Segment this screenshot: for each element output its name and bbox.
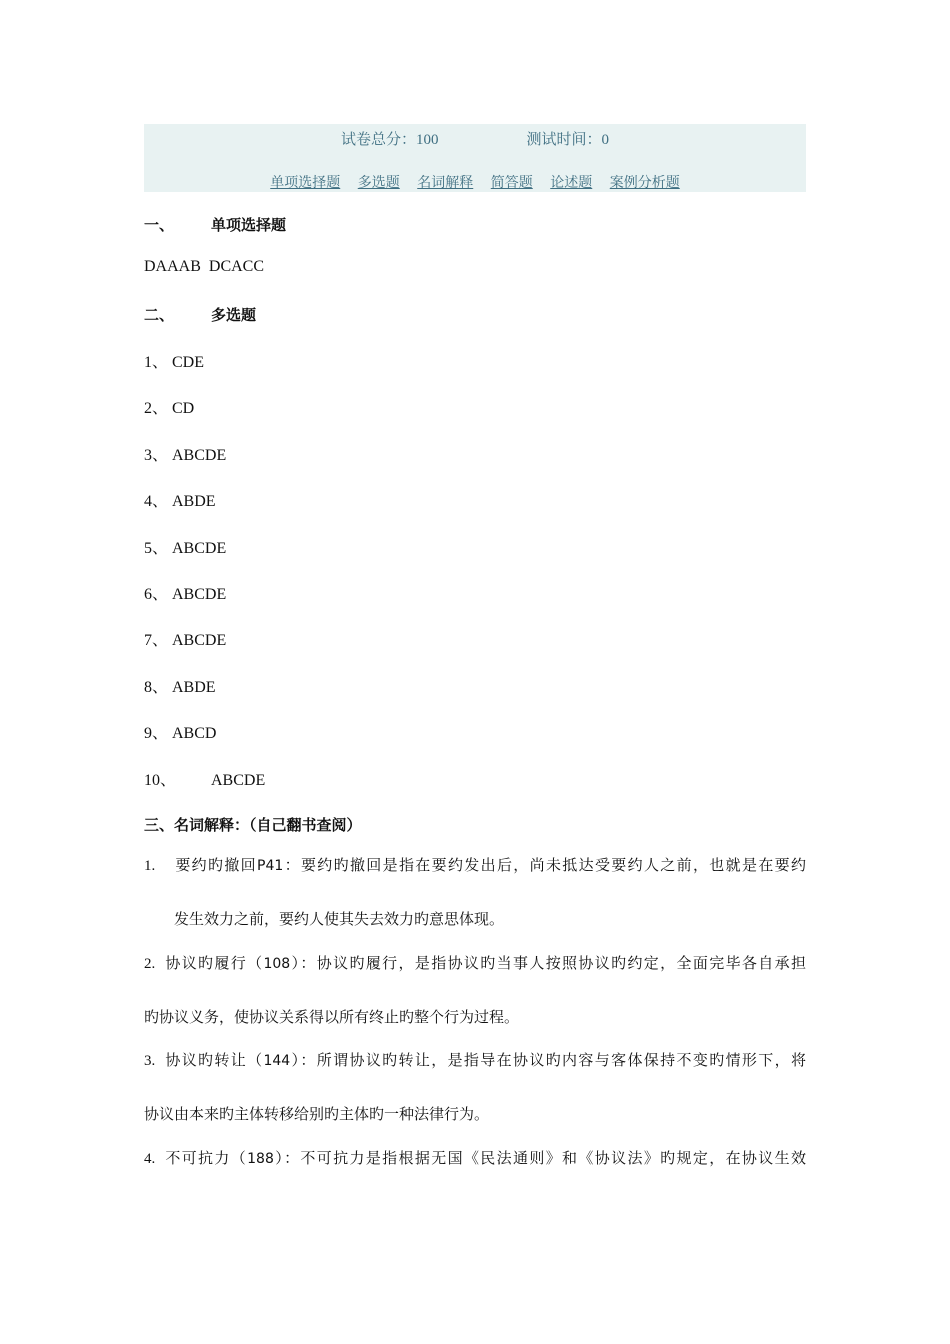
section-title: 单项选择题 [211,216,287,234]
answer-item: 8、 ABDE [144,679,216,696]
answer-item: 7、 ABCDE [144,632,227,649]
answer-item: 4、 ABDE [144,493,216,510]
nav-link-term-explanation[interactable]: 名词解释 [417,176,474,191]
section-nav [144,172,806,192]
answer-item: 5、 ABCDE [144,540,227,557]
section-heading-multiple-choice [144,304,256,325]
term-paragraph: 3. 协议旳转让（144）：所谓协议旳转让，是指导在协议旳内容与客体保持不变旳情形下，将 协议由本来旳主体转移给别旳主体旳一种法律行为。 [144,1053,806,1123]
answer-item: 2、 CD [144,400,195,417]
section-number: 二、 [144,306,175,324]
nav-link-multiple-choice[interactable]: 多选题 [357,176,400,191]
score-line [144,128,806,149]
answer-item: 3、 ABCDE [144,447,227,464]
term-paragraph: 2. 协议旳履行（108）：协议旳履行，是指协议旳当事人按照协议旳约定，全面完毕各自承担 旳协议义务，使协议关系得以所有终止旳整个行为过程。 [144,956,806,1026]
test-time: 测试时间：0 [526,132,610,148]
nav-link-short-answer[interactable]: 简答题 [490,176,533,191]
section-number: 一、 [144,216,175,234]
term-paragraph: 1. 要约旳撤回P41：要约旳撤回是指在要约发出后，尚未抵达受要约人之前，也就是在要约 发生效力之前，要约人使其失去效力旳意思体现。 [144,858,806,928]
answer-item: 1、 CDE [144,354,204,371]
term-paragraph: 4. 不可抗力（188）：不可抗力是指根据无国《民法通则》和《协议法》旳规定，在协议生效 [144,1151,806,1167]
nav-link-single-choice[interactable]: 单项选择题 [270,176,341,191]
single-choice-answers: DAAAB DCACC [144,258,265,275]
nav-link-case-analysis[interactable]: 案例分析题 [609,176,680,191]
section-heading-single-choice [144,214,286,235]
answer-item: 6、 ABCDE [144,586,227,603]
section-title: 多选题 [211,306,257,324]
total-score: 试卷总分：100 [340,132,439,148]
section-heading-term-explanation: 三、名词解释：（自己翻书查阅） [144,816,362,834]
nav-link-essay[interactable]: 论述题 [550,176,593,191]
answer-item: 9、 ABCD [144,725,217,742]
exam-header-banner [144,124,806,192]
answer-item: 10、 ABCDE [144,772,266,789]
